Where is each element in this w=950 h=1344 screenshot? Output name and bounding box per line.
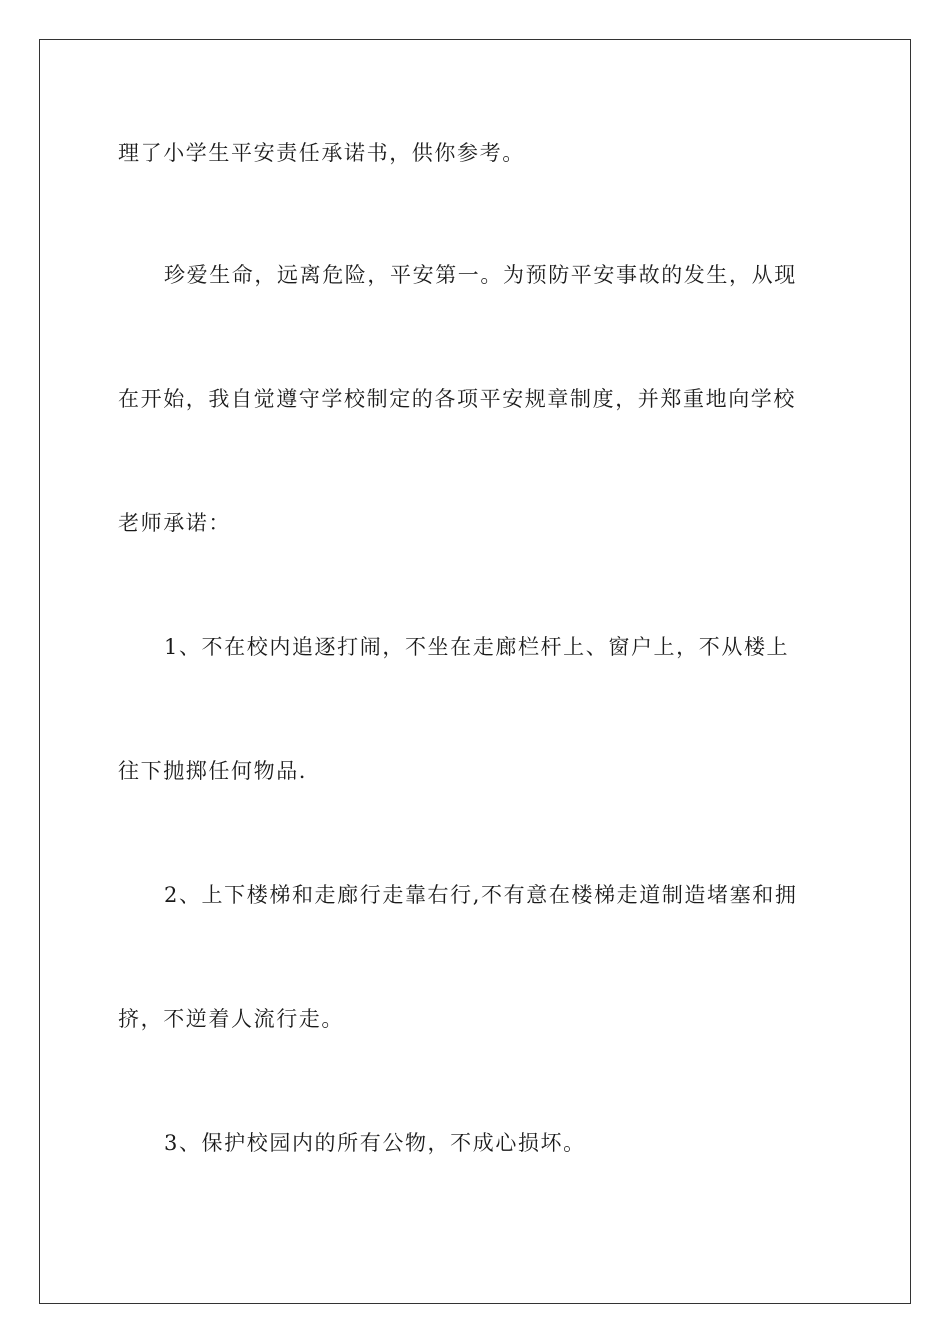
text-line-2: 珍爱生命，远离危险，平安第一。为预防平安事故的发生，从现 [164, 263, 797, 287]
text-line-5: 1、不在校内追逐打闹，不坐在走廊栏杆上、窗户上，不从楼上 [164, 635, 790, 659]
text-line-3: 在开始，我自觉遵守学校制定的各项平安规章制度，并郑重地向学校 [118, 387, 796, 411]
text-line-6: 往下抛掷任何物品. [118, 759, 308, 783]
page-border [39, 39, 911, 1304]
text-line-1: 理了小学生平安责任承诺书，供你参考。 [118, 141, 525, 165]
text-line-7: 2、上下楼梯和走廊行走靠右行,不有意在楼梯走道制造堵塞和拥 [164, 883, 798, 907]
text-line-8: 挤，不逆着人流行走。 [118, 1007, 344, 1031]
text-line-9: 3、保护校园内的所有公物，不成心损坏。 [164, 1131, 586, 1155]
text-line-4: 老师承诺： [118, 511, 231, 535]
